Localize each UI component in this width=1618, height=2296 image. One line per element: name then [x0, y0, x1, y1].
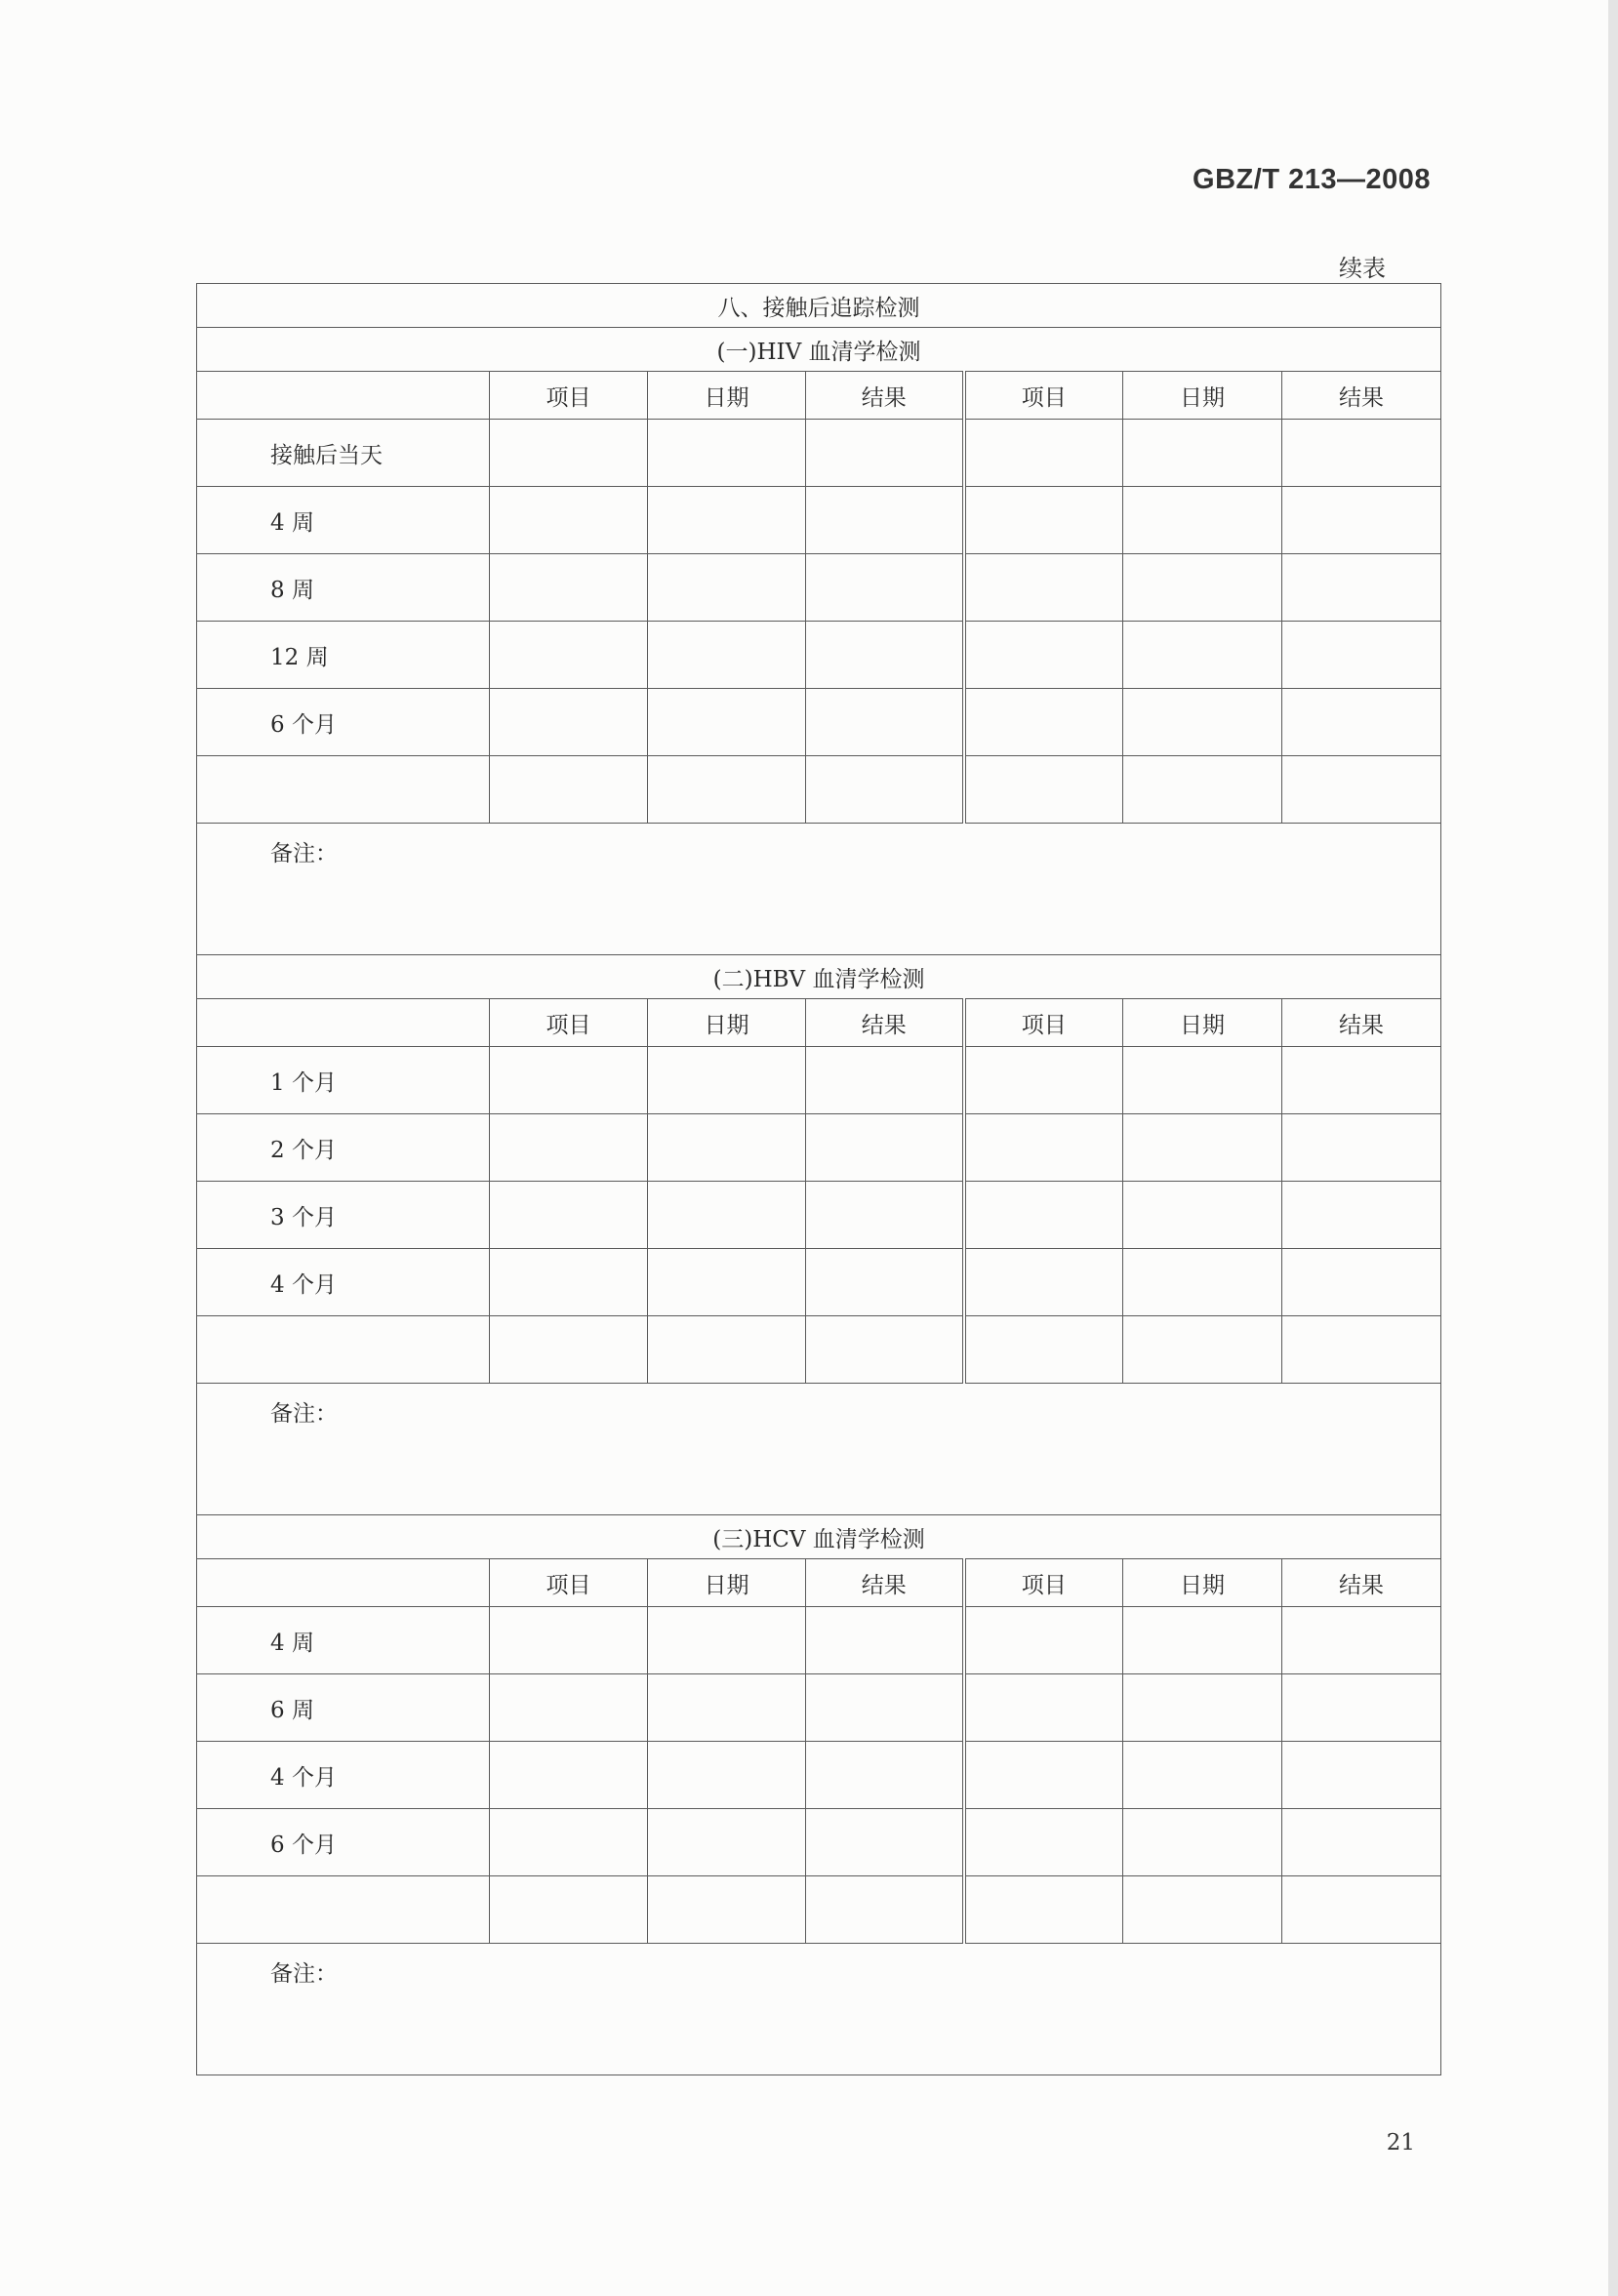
entry-cell[interactable]	[964, 1182, 1123, 1249]
table-row	[197, 1316, 1441, 1384]
section-title: 八、接触后追踪检测	[197, 284, 1441, 328]
column-header-row	[197, 1559, 1441, 1607]
row-label: 2 个月	[197, 1114, 490, 1182]
entry-cell[interactable]	[964, 1316, 1123, 1384]
column-header: 结果	[1282, 999, 1441, 1047]
entry-cell[interactable]	[1282, 1809, 1441, 1876]
column-header: 项目	[490, 372, 648, 420]
row-label: 4 个月	[197, 1742, 490, 1809]
row-label: 8 周	[197, 554, 490, 622]
table-row	[197, 1674, 1441, 1742]
note-label: 备注：	[270, 841, 338, 866]
column-header-row	[197, 372, 1441, 420]
row-label	[197, 756, 490, 824]
header-blank-cell	[197, 999, 490, 1047]
row-label: 3 个月	[197, 1182, 490, 1249]
note-cell[interactable]	[197, 1944, 1441, 2075]
entry-cell[interactable]	[648, 1876, 806, 1944]
standard-code: GBZ/T 213—2008	[1193, 164, 1431, 195]
entry-cell[interactable]	[1123, 622, 1282, 689]
entry-cell[interactable]	[806, 554, 964, 622]
entry-cell[interactable]	[1123, 1742, 1282, 1809]
table-row	[197, 1249, 1441, 1316]
note-label: 备注：	[270, 1401, 338, 1427]
entry-cell[interactable]	[964, 622, 1123, 689]
entry-cell[interactable]	[1123, 1607, 1282, 1674]
note-label: 备注：	[270, 1961, 338, 1987]
entry-cell[interactable]	[806, 420, 964, 487]
subsection-title: (二)HBV 血清学检测	[197, 955, 1441, 999]
entry-cell[interactable]	[1282, 1742, 1441, 1809]
entry-cell[interactable]	[1123, 1316, 1282, 1384]
column-header: 日期	[648, 1559, 806, 1607]
entry-cell[interactable]	[1123, 689, 1282, 756]
entry-cell[interactable]	[490, 689, 648, 756]
entry-cell[interactable]	[490, 1182, 648, 1249]
entry-cell[interactable]	[490, 1742, 648, 1809]
entry-cell[interactable]	[1123, 1809, 1282, 1876]
subsection-title: (三)HCV 血清学检测	[197, 1515, 1441, 1559]
table-row	[197, 689, 1441, 756]
row-label: 6 个月	[197, 1809, 490, 1876]
entry-cell[interactable]	[1123, 420, 1282, 487]
column-header: 项目	[964, 1559, 1123, 1607]
row-label: 4 周	[197, 1607, 490, 1674]
entry-cell[interactable]	[964, 1249, 1123, 1316]
entry-cell[interactable]	[806, 1607, 964, 1674]
entry-cell[interactable]	[1282, 487, 1441, 554]
entry-cell[interactable]	[806, 1047, 964, 1114]
entry-cell[interactable]	[1282, 756, 1441, 824]
entry-cell[interactable]	[490, 1607, 648, 1674]
note-row	[197, 1944, 1441, 2075]
note-cell[interactable]	[197, 824, 1441, 955]
table-row	[197, 487, 1441, 554]
table-row	[197, 1114, 1441, 1182]
entry-cell[interactable]	[648, 756, 806, 824]
entry-cell[interactable]	[964, 1047, 1123, 1114]
column-header: 项目	[964, 999, 1123, 1047]
column-header: 项目	[964, 372, 1123, 420]
entry-cell[interactable]	[1123, 1182, 1282, 1249]
entry-cell[interactable]	[806, 1316, 964, 1384]
entry-cell[interactable]	[648, 1809, 806, 1876]
entry-cell[interactable]	[806, 487, 964, 554]
entry-cell[interactable]	[648, 1607, 806, 1674]
note-row	[197, 1384, 1441, 1515]
entry-cell[interactable]	[806, 1674, 964, 1742]
entry-cell[interactable]	[1282, 554, 1441, 622]
table-row	[197, 1182, 1441, 1249]
entry-cell[interactable]	[806, 622, 964, 689]
entry-cell[interactable]	[1282, 1876, 1441, 1944]
entry-cell[interactable]	[1282, 689, 1441, 756]
entry-cell[interactable]	[1282, 1182, 1441, 1249]
column-header: 日期	[1123, 1559, 1282, 1607]
row-label: 1 个月	[197, 1047, 490, 1114]
entry-cell[interactable]	[648, 1249, 806, 1316]
entry-cell[interactable]	[964, 756, 1123, 824]
entry-cell[interactable]	[490, 1249, 648, 1316]
entry-cell[interactable]	[1123, 1047, 1282, 1114]
entry-cell[interactable]	[490, 1674, 648, 1742]
table-row	[197, 1809, 1441, 1876]
tracking-test-table	[196, 283, 1441, 2075]
table-row	[197, 420, 1441, 487]
entry-cell[interactable]	[806, 756, 964, 824]
entry-cell[interactable]	[1123, 554, 1282, 622]
entry-cell[interactable]	[490, 487, 648, 554]
entry-cell[interactable]	[490, 1316, 648, 1384]
note-row	[197, 824, 1441, 955]
entry-cell[interactable]	[964, 1876, 1123, 1944]
entry-cell[interactable]	[648, 554, 806, 622]
entry-cell[interactable]	[648, 1742, 806, 1809]
subsection-title-row	[197, 328, 1441, 372]
entry-cell[interactable]	[964, 689, 1123, 756]
entry-cell[interactable]	[1123, 756, 1282, 824]
entry-cell[interactable]	[964, 1674, 1123, 1742]
note-cell[interactable]	[197, 1384, 1441, 1515]
column-header: 项目	[490, 999, 648, 1047]
entry-cell[interactable]	[964, 1607, 1123, 1674]
column-header: 日期	[648, 999, 806, 1047]
table-row	[197, 1607, 1441, 1674]
table-row	[197, 554, 1441, 622]
entry-cell[interactable]	[648, 1114, 806, 1182]
entry-cell[interactable]	[806, 1249, 964, 1316]
column-header: 项目	[490, 1559, 648, 1607]
entry-cell[interactable]	[806, 1876, 964, 1944]
entry-cell[interactable]	[490, 1114, 648, 1182]
entry-cell[interactable]	[806, 1809, 964, 1876]
entry-cell[interactable]	[806, 1182, 964, 1249]
entry-cell[interactable]	[1123, 1249, 1282, 1316]
entry-cell[interactable]	[1123, 487, 1282, 554]
row-label: 接触后当天	[197, 420, 490, 487]
entry-cell[interactable]	[490, 1047, 648, 1114]
entry-cell[interactable]	[1282, 1674, 1441, 1742]
entry-cell[interactable]	[964, 1809, 1123, 1876]
table-row	[197, 1047, 1441, 1114]
entry-cell[interactable]	[490, 1876, 648, 1944]
entry-cell[interactable]	[648, 1674, 806, 1742]
subsection-title-row	[197, 955, 1441, 999]
entry-cell[interactable]	[648, 1047, 806, 1114]
row-label	[197, 1316, 490, 1384]
entry-cell[interactable]	[648, 689, 806, 756]
column-header: 日期	[1123, 999, 1282, 1047]
entry-cell[interactable]	[964, 554, 1123, 622]
entry-cell[interactable]	[648, 622, 806, 689]
entry-cell[interactable]	[1123, 1114, 1282, 1182]
entry-cell[interactable]	[964, 487, 1123, 554]
entry-cell[interactable]	[490, 756, 648, 824]
entry-cell[interactable]	[964, 420, 1123, 487]
entry-cell[interactable]	[490, 420, 648, 487]
header-blank-cell	[197, 1559, 490, 1607]
entry-cell[interactable]	[806, 1742, 964, 1809]
table-row	[197, 1742, 1441, 1809]
column-header: 结果	[806, 1559, 964, 1607]
entry-cell[interactable]	[648, 1182, 806, 1249]
row-label: 6 周	[197, 1674, 490, 1742]
subsection-title: (一)HIV 血清学检测	[197, 328, 1441, 372]
row-label: 12 周	[197, 622, 490, 689]
entry-cell[interactable]	[1282, 1607, 1441, 1674]
column-header: 日期	[648, 372, 806, 420]
entry-cell[interactable]	[1282, 1114, 1441, 1182]
header-blank-cell	[197, 372, 490, 420]
table-row	[197, 1876, 1441, 1944]
row-label: 4 个月	[197, 1249, 490, 1316]
table-row	[197, 622, 1441, 689]
table-body	[197, 284, 1441, 2075]
row-label: 6 个月	[197, 689, 490, 756]
entry-cell[interactable]	[490, 622, 648, 689]
entry-cell[interactable]	[490, 554, 648, 622]
entry-cell[interactable]	[648, 420, 806, 487]
row-label	[197, 1876, 490, 1944]
column-header: 日期	[1123, 372, 1282, 420]
entry-cell[interactable]	[490, 1809, 648, 1876]
entry-cell[interactable]	[1123, 1876, 1282, 1944]
subsection-title-row	[197, 1515, 1441, 1559]
entry-cell[interactable]	[1282, 622, 1441, 689]
column-header-row	[197, 999, 1441, 1047]
column-header: 结果	[806, 999, 964, 1047]
entry-cell[interactable]	[648, 487, 806, 554]
entry-cell[interactable]	[964, 1742, 1123, 1809]
entry-cell[interactable]	[806, 1114, 964, 1182]
entry-cell[interactable]	[806, 689, 964, 756]
entry-cell[interactable]	[1123, 1674, 1282, 1742]
entry-cell[interactable]	[1282, 420, 1441, 487]
entry-cell[interactable]	[1282, 1316, 1441, 1384]
entry-cell[interactable]	[1282, 1047, 1441, 1114]
column-header: 结果	[806, 372, 964, 420]
column-header: 结果	[1282, 372, 1441, 420]
continued-label: 续表	[1339, 255, 1386, 282]
column-header: 结果	[1282, 1559, 1441, 1607]
row-label: 4 周	[197, 487, 490, 554]
entry-cell[interactable]	[1282, 1249, 1441, 1316]
section-title-row	[197, 284, 1441, 328]
entry-cell[interactable]	[964, 1114, 1123, 1182]
entry-cell[interactable]	[648, 1316, 806, 1384]
table-row	[197, 756, 1441, 824]
page-number: 21	[1386, 2130, 1415, 2155]
